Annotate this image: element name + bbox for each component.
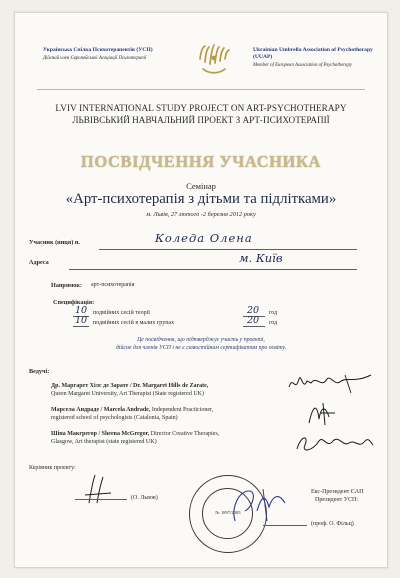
note-line-2: дійсне для членів УСП і не є самостійним сертифікатом про освіту. [115, 345, 287, 351]
specification-label: Специфікація: [53, 299, 95, 306]
seminar-label: Семінар [186, 181, 216, 191]
seminar-date-place: м. Львів, 27 лютого -2 березня 2012 року [146, 211, 256, 218]
signature-andrade-icon [303, 399, 343, 429]
address-line [69, 269, 357, 270]
signature-lvov-icon [81, 473, 121, 507]
leader-2-name-rest: Independent Practicioner, [151, 407, 214, 413]
leader-1-name: Др. Маргарет Хілс де Зарате / Dr. Margaret Hills de Zarate, [51, 383, 209, 389]
president-label-1: Екс-Президент ЄАП [311, 489, 364, 495]
participant-name-line [99, 249, 357, 250]
spec-count-2-line [73, 326, 89, 327]
certificate-page [14, 12, 388, 568]
certificate-title: ПОСВІДЧЕННЯ УЧАСНИКА [80, 152, 322, 171]
leader-3-name-rest: Director Creative Therapies, [150, 431, 220, 437]
signature-hills-de-zarate-icon [285, 371, 377, 397]
left-organization [43, 47, 163, 62]
participant-name-label: Учасник (ниця) п. [29, 239, 80, 246]
spec-hours-1: 20 [247, 305, 260, 316]
project-title-ua: ЛЬВІВСЬКИЙ НАВЧАЛЬНИЙ ПРОЕКТ З АРТ-ПСИХОТЕРАПІЇ [72, 115, 330, 125]
project-head-line [75, 499, 127, 500]
signature-mcgregor-icon [293, 431, 377, 457]
project-head-label: Керівник проекту: [29, 465, 76, 471]
direction-value: арт-психотерапія [91, 282, 135, 288]
leader-2 [51, 407, 311, 422]
note-line-1: Це посвідчення, що підтверджує участь у проекті, [137, 337, 265, 343]
president-name: (проф. О. Фільц) [311, 521, 354, 527]
spec-count-1: 10 [75, 305, 88, 316]
spec-hours-2: 20 [247, 315, 260, 326]
project-title-en: LVIV INTERNATIONAL STUDY PROJECT ON ART-PSYCHOTHERAPY [55, 103, 347, 113]
participant-name-value: Коледа Олена [155, 231, 253, 245]
right-org-name: Ukrainian Umbrella Association of Psychotherapy (UUAP) [253, 47, 373, 60]
president-label-2: Президент УСП: [315, 497, 358, 503]
hand-figure-logo-icon [193, 41, 235, 77]
address-label: Адреса [29, 259, 49, 266]
leader-2-name: Марсела Андраде / Marcela Andrade, [51, 407, 151, 413]
project-head-name: (О. Львов) [131, 495, 158, 501]
seminar-title: «Арт-психотерапія з дітьми та підлітками» [65, 191, 337, 207]
spec-unit-2: год [269, 320, 278, 326]
direction-label: Напрямок: [51, 282, 83, 289]
signature-filts-icon [227, 481, 297, 529]
left-org-name: Українська Спілка Психотерапевтів (УСП) [43, 47, 153, 53]
spec-text-1: подвійних сесій теорії [93, 310, 150, 316]
left-org-subtitle: Дійсний член Європейської Асоціації Психотерапії [43, 56, 147, 61]
right-organization [253, 47, 373, 69]
leader-1-desc: Queen Margaret University, Art Therapist (State registered UK) [51, 390, 205, 397]
leader-2-desc: registered school of psychologists (Catalonia, Spain) [51, 414, 178, 421]
leader-3-desc: Glasgow, Art therapist (state registered UK) [51, 438, 157, 445]
leaders-label: Ведучі: [29, 368, 50, 375]
spec-text-2: подвійних сесій в малих групах [93, 320, 175, 326]
address-value: м. Київ [239, 251, 283, 265]
spec-hours-2-line [243, 326, 265, 327]
spec-unit-1: год [269, 310, 278, 316]
leader-3 [51, 431, 311, 446]
right-org-subtitle: Member of European Association of Psychotherapy [253, 63, 352, 68]
stamp-number: № 1897/2005 [215, 510, 241, 515]
president-line [263, 525, 307, 526]
header-divider [37, 89, 365, 90]
spec-count-2: 10 [75, 315, 88, 326]
leader-1 [51, 383, 281, 398]
leader-3-name: Шіна Макгрегор / Sheena McGregor, [51, 431, 150, 437]
